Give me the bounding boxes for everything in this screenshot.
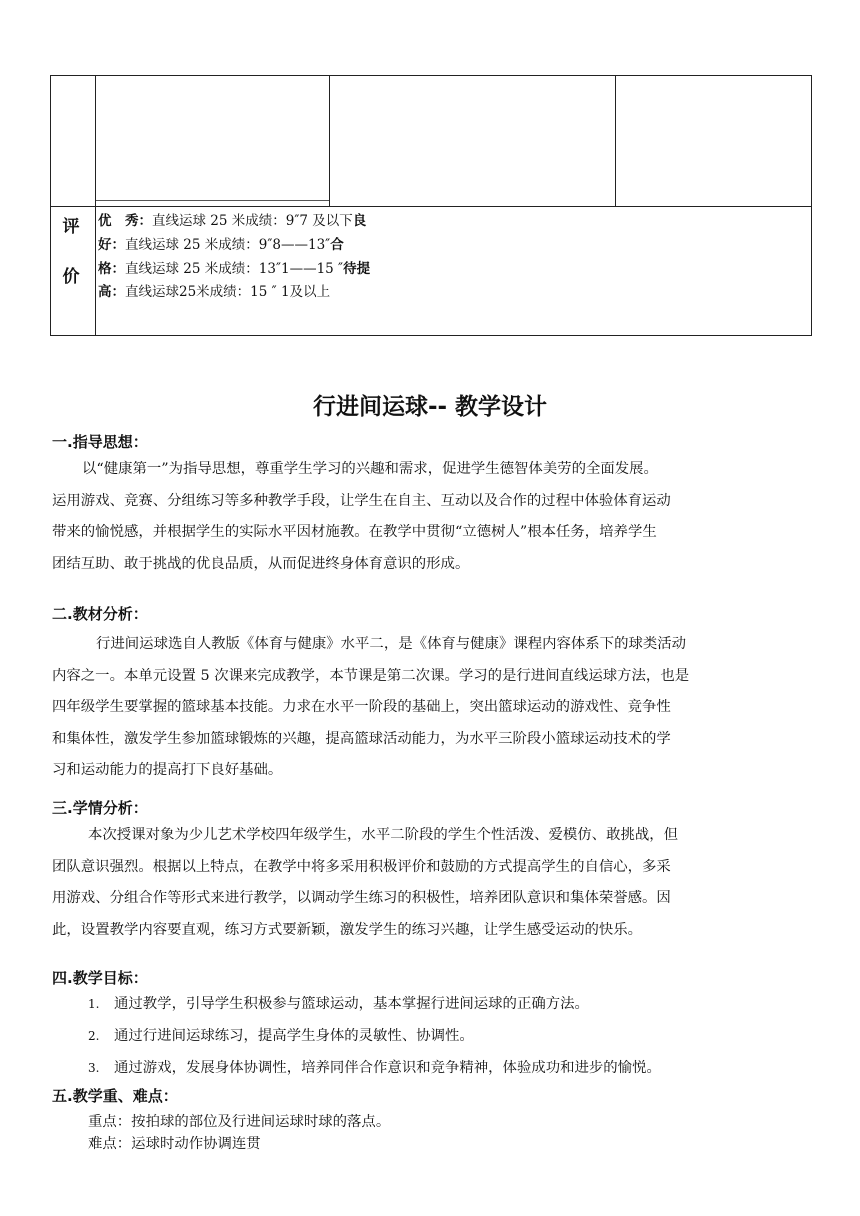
paragraph-line: 以“健康第一”为指导思想，尊重学生学习的兴趣和需求，促进学生德智体美劳的全面发展。: [82, 461, 658, 477]
section-heading: 五.教学重、难点：: [52, 1087, 178, 1105]
grade-tail: 合: [330, 237, 344, 253]
paragraph-line: 内容之一。本单元设置 5 次课来完成教学，本节课是第二次课。学习的是行进间直线运球方法，也是: [52, 667, 690, 684]
column-divider: [329, 75, 330, 206]
section-paragraph: [52, 454, 804, 580]
cell-inner-line: [96, 200, 329, 201]
criteria-line: [98, 209, 366, 229]
paragraph-line: 带来的愉悦感，并根据学生的实际水平因材施教。在教学中贯彻“立德树人”根本任务，培养学生: [52, 524, 657, 540]
paragraph-line: 四年级学生要掌握的篮球基本技能。力求在水平一阶段的基础上，突出篮球运动的游戏性、竞争性: [52, 699, 671, 715]
document-title: 行进间运球-- 教学设计: [312, 394, 548, 420]
grade-tail: 良: [352, 213, 367, 229]
paragraph-line: 和集体性，激发学生参加篮球锻炼的兴趣，提高篮球活动能力，为水平三阶段小篮球运动技术的学: [52, 730, 671, 747]
evaluation-label-char: 价: [62, 267, 80, 287]
criteria-text: 直线运球25米成绩：15 ″ 1及以上: [125, 284, 331, 300]
section-paragraph: [52, 820, 804, 946]
section-heading: 四.教学目标：: [52, 969, 148, 987]
goal-number: 3.: [88, 1061, 100, 1075]
goal-text: 通过游戏，发展身体协调性，培养同伴合作意识和竞争精神，体验成功和进步的愉悦。: [114, 1060, 661, 1076]
criteria-text: 直线运球 25 米成绩：9″8——13″: [125, 237, 331, 253]
goal-item: [88, 1056, 661, 1077]
paragraph-line: 本次授课对象为少儿艺术学校四年级学生，水平二阶段的学生个性活泼、爱模仿、敢挑战，但: [88, 827, 679, 843]
section-heading: 三.学情分析：: [52, 799, 148, 817]
grade-tail: 待提: [343, 261, 371, 277]
goal-number: 1.: [88, 997, 100, 1011]
grade-label: 格：: [98, 261, 125, 277]
criteria-text: 直线运球 25 米成绩：13″1——15 ″: [125, 261, 344, 277]
table-border-top: [50, 75, 812, 76]
paragraph-line: 团结互助、敢于挑战的优良品质，从而促进终身体育意识的形成。: [52, 555, 470, 572]
difficult-point: 难点：运球时动作协调连贯: [88, 1136, 261, 1152]
paragraph-line: 用游戏、分组合作等形式来进行教学，以调动学生练习的积极性，培养团队意识和集体荣誉感。因: [52, 890, 671, 906]
criteria-line: [98, 280, 330, 300]
goal-number: 2.: [88, 1029, 100, 1043]
paragraph-line: 运用游戏、竞赛、分组练习等多种教学手段，让学生在自主、互动以及合作的过程中体验体育运动: [52, 492, 671, 509]
paragraph-line: 此，设置教学内容要直观，练习方式要新颖，激发学生的练习兴趣，让学生感受运动的快乐。: [52, 921, 643, 938]
goal-item: [88, 992, 589, 1013]
goal-text: 通过行进间运球练习，提高学生身体的灵敏性、协调性。: [114, 1028, 474, 1044]
key-point: 重点：按拍球的部位及行进间运球时球的落点。: [88, 1114, 391, 1130]
column-divider: [615, 75, 616, 206]
section-heading: 一.指导思想：: [52, 433, 148, 451]
section-paragraph: [52, 629, 804, 787]
table-border-bottom: [50, 335, 812, 336]
grade-label: 好：: [98, 237, 125, 253]
criteria-text: 直线运球 25 米成绩：9″7 及以下: [152, 213, 353, 229]
row-divider: [50, 206, 812, 207]
criteria-line: [98, 257, 370, 277]
goal-item: [88, 1024, 474, 1045]
section-heading: 二.教材分析：: [52, 605, 148, 623]
paragraph-line: 行进间运球选自人教版《体育与健康》水平二，是《体育与健康》课程内容体系下的球类活动: [96, 636, 687, 652]
goal-text: 通过教学，引导学生积极参与篮球运动，基本掌握行进间运球的正确方法。: [114, 996, 589, 1012]
paragraph-line: 团队意识强烈。根据以上特点，在教学中将多采用积极评价和鼓励的方式提高学生的自信心，多采: [52, 858, 671, 875]
paragraph-line: 习和运动能力的提高打下良好基础。: [52, 762, 283, 778]
criteria-line: [98, 233, 344, 253]
grade-label: 高：: [98, 284, 125, 300]
grade-label: 优 秀：: [98, 213, 152, 229]
evaluation-label-char: 评: [62, 217, 80, 237]
